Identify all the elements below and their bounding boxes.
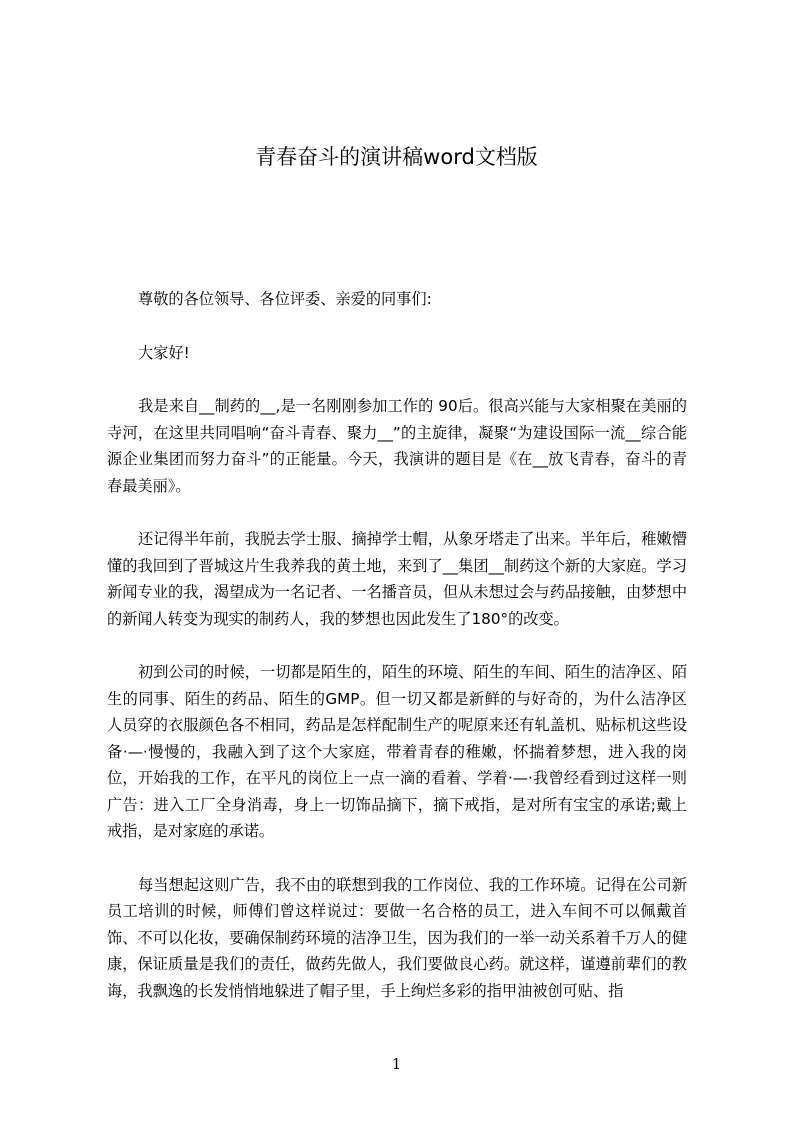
paragraph-reflection: 每当想起这则广告，我不由的联想到我的工作岗位、我的工作环境。记得在公司新员工培训的时候，师傅们曾这样说过：要做一名合格的员工，进入车间不可以佩戴首饰、不可以化妆，要确保制药环境的洁净卫生，因为我们的一举一动关系着千万人的健康，保证质量是我们的责任，做药先做人，我们要做良心药。就这样，谨遵前辈们的教诲，我飘逸的长发悄悄地躲进了帽子里，手上绚烂多彩的指甲油被创可贴、指 bbox=[107, 875, 687, 1000]
paragraph-greeting: 大家好! bbox=[138, 343, 190, 362]
paragraph-first-days: 初到公司的时候，一切都是陌生的，陌生的环境、陌生的车间、陌生的洁净区、陌生的同事、陌生的药品、陌生的GMP。但一切又都是新鲜的与好奇的，为什么洁净区人员穿的衣服颜色各不相同，药品是怎样配制生产的呢原来还有轧盖机、贴标机这些设备·—·慢慢的，我融入到了这个大家庭，带着青春的稚嫩，怀揣着梦想，进入我的岗位，开始我的工作，在平凡的岗位上一点一滴的看着、学着·—·我曾经看到过这样一则广告：进入工厂全身消毒，身上一切饰品摘下，摘下戒指，是对所有宝宝的承诺;戴上戒指，是对家庭的承诺。 bbox=[107, 663, 687, 840]
document-title: 青春奋斗的演讲稿word文档版 bbox=[255, 145, 538, 169]
paragraph-introduction: 我是来自__制药的__,是一名刚刚参加工作的 90后。很高兴能与大家相聚在美丽的寺河，在这里共同唱响“奋斗青春、聚力__”的主旋律，凝聚“为建设国际一流__综合能源企业集团而努力奋斗”的正能量。今天，我演讲的题目是《在__放飞青春，奋斗的青春最美丽》。 bbox=[107, 397, 687, 495]
page-number: 1 bbox=[391, 1055, 402, 1073]
document-body bbox=[107, 286, 687, 1031]
paragraph-memory: 还记得半年前，我脱去学士服、摘掉学士帽，从象牙塔走了出来。半年后，稚嫩懵懂的我回到了晋城这片生我养我的黄土地，来到了__集团__制药这个新的大家庭。学习新闻专业的我，渴望成为一名记者、一名播音员，但从未想过会与药品接触，由梦想中的新闻人转变为现实的制药人，我的梦想也因此发生了180°的改变。 bbox=[107, 530, 687, 628]
paragraph-salutation: 尊敬的各位领导、各位评委、亲爱的同事们: bbox=[138, 290, 432, 308]
